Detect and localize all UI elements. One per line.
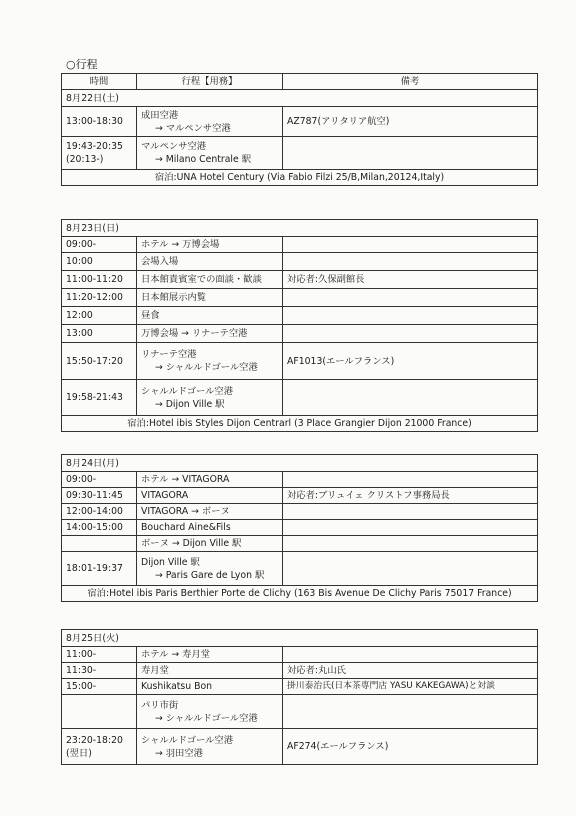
itinerary-cell: 昼食 — [137, 307, 283, 325]
itinerary-cell: Dijon Ville 駅 → Paris Gare de Lyon 駅 — [137, 552, 283, 586]
date-row — [62, 455, 538, 472]
stay-label: 宿泊:UNA Hotel Century (Via Fabio Filzi 25/B,Milan,20124,Italy) — [62, 170, 538, 186]
schedule-row — [62, 695, 538, 729]
stay-row — [62, 416, 538, 432]
itinerary-cell: VITAGORA → ボーヌ — [137, 504, 283, 520]
schedule-row — [62, 253, 538, 271]
time-cell: 10:00 — [62, 253, 137, 271]
stay-row — [62, 586, 538, 602]
time-cell: 15:00- — [62, 679, 137, 695]
schedule-row — [62, 289, 538, 307]
time-cell: 18:01-19:37 — [62, 552, 137, 586]
itinerary-cell: VITAGORA — [137, 488, 283, 504]
note-cell — [283, 504, 538, 520]
note-cell — [283, 325, 538, 343]
note-cell — [283, 289, 538, 307]
schedule-row — [62, 552, 538, 586]
note-cell — [283, 237, 538, 253]
date-row — [62, 220, 538, 237]
time-cell: 19:43-20:35 (20:13-) — [62, 137, 137, 170]
time-cell: 11:00- — [62, 647, 137, 663]
time-cell: 09:00- — [62, 472, 137, 488]
itinerary-cell: 日本館貴賓室での面談・歓談 — [137, 271, 283, 289]
time-cell: 19:58-21:43 — [62, 380, 137, 416]
time-cell: 11:00-11:20 — [62, 271, 137, 289]
note-cell: AF1013(エールフランス) — [283, 343, 538, 380]
schedule-row — [62, 679, 538, 695]
schedule-row — [62, 488, 538, 504]
date-label: 8月23日(日) — [62, 220, 538, 237]
itinerary-cell: リナーテ空港 → シャルルドゴール空港 — [137, 343, 283, 380]
note-cell: 対応者:ブリュイェ クリストフ事務局長 — [283, 488, 538, 504]
schedule-row — [62, 647, 538, 663]
note-cell — [283, 520, 538, 536]
itinerary-cell: マルペンサ空港 → Milano Centrale 駅 — [137, 137, 283, 170]
itinerary-cell: シャルルドゴール空港 → 羽田空港 — [137, 729, 283, 765]
itinerary-cell: Bouchard Aine&Fils — [137, 520, 283, 536]
note-cell: 掛川泰治氏(日本茶専門店 YASU KAKEGAWA)と対談 — [283, 679, 538, 695]
itinerary-cell: 成田空港 → マルペンサ空港 — [137, 107, 283, 137]
header-time: 時間 — [62, 74, 137, 90]
schedule-row — [62, 107, 538, 137]
itinerary-cell: 会場入場 — [137, 253, 283, 271]
schedule-row — [62, 536, 538, 552]
time-cell: 15:50-17:20 — [62, 343, 137, 380]
date-row — [62, 630, 538, 647]
note-cell — [283, 472, 538, 488]
itinerary-cell: ホテル → 万博会場 — [137, 237, 283, 253]
schedule-row — [62, 343, 538, 380]
schedule-row — [62, 504, 538, 520]
itinerary-cell: 寿月堂 — [137, 663, 283, 679]
schedule-row — [62, 663, 538, 679]
note-cell — [283, 695, 538, 729]
date-label: 8月25日(火) — [62, 630, 538, 647]
time-cell: 11:20-12:00 — [62, 289, 137, 307]
header-itinerary: 行程【用務】 — [137, 74, 283, 90]
note-cell — [283, 552, 538, 586]
day-table-2 — [61, 219, 538, 432]
time-cell: 09:00- — [62, 237, 137, 253]
date-label: 8月22日(土) — [62, 90, 538, 107]
note-cell: AF274(エールフランス) — [283, 729, 538, 765]
note-cell: AZ787(アリタリア航空) — [283, 107, 538, 137]
date-row — [62, 90, 538, 107]
note-cell — [283, 380, 538, 416]
stay-label: 宿泊:Hotel ibis Styles Dijon Centrarl (3 Place Grangier Dijon 21000 France) — [62, 416, 538, 432]
time-cell: 11:30- — [62, 663, 137, 679]
stay-row — [62, 170, 538, 186]
time-cell: 12:00-14:00 — [62, 504, 137, 520]
time-cell: 12:00 — [62, 307, 137, 325]
time-cell: 13:00 — [62, 325, 137, 343]
itinerary-cell: ホテル → 寿月堂 — [137, 647, 283, 663]
time-cell: 09:30-11:45 — [62, 488, 137, 504]
schedule-row — [62, 729, 538, 765]
schedule-row — [62, 137, 538, 170]
schedule-row — [62, 472, 538, 488]
schedule-row — [62, 380, 538, 416]
schedule-row — [62, 237, 538, 253]
itinerary-cell: Kushikatsu Bon — [137, 679, 283, 695]
schedule-row — [62, 271, 538, 289]
time-cell — [62, 695, 137, 729]
stay-label: 宿泊:Hotel ibis Paris Berthier Porte de Clichy (163 Bis Avenue De Clichy Paris 75017 France) — [62, 586, 538, 602]
schedule-row — [62, 520, 538, 536]
date-label: 8月24日(月) — [62, 455, 538, 472]
header-row — [62, 74, 538, 90]
itinerary-cell: ホテル → VITAGORA — [137, 472, 283, 488]
time-cell: 23:20-18:20 (翌日) — [62, 729, 137, 765]
schedule-row — [62, 307, 538, 325]
page-title: ○行程 — [66, 58, 98, 71]
schedule-row — [62, 325, 538, 343]
time-cell: 13:00-18:30 — [62, 107, 137, 137]
note-cell — [283, 307, 538, 325]
itinerary-cell: パリ市街 → シャルルドゴール空港 — [137, 695, 283, 729]
time-cell: 14:00-15:00 — [62, 520, 137, 536]
header-notes: 備考 — [283, 74, 538, 90]
itinerary-cell: ボーヌ → Dijon Ville 駅 — [137, 536, 283, 552]
day-table-4 — [61, 629, 538, 765]
note-cell — [283, 253, 538, 271]
day-table-3 — [61, 454, 538, 602]
time-cell — [62, 536, 137, 552]
note-cell: 対応者:久保副館長 — [283, 271, 538, 289]
note-cell — [283, 647, 538, 663]
note-cell: 対応者:丸山氏 — [283, 663, 538, 679]
itinerary-cell: 万博会場 → リナーテ空港 — [137, 325, 283, 343]
note-cell — [283, 137, 538, 170]
day-table-1 — [61, 73, 538, 186]
note-cell — [283, 536, 538, 552]
itinerary-cell: シャルルドゴール空港 → Dijon Ville 駅 — [137, 380, 283, 416]
itinerary-cell: 日本館展示内覧 — [137, 289, 283, 307]
